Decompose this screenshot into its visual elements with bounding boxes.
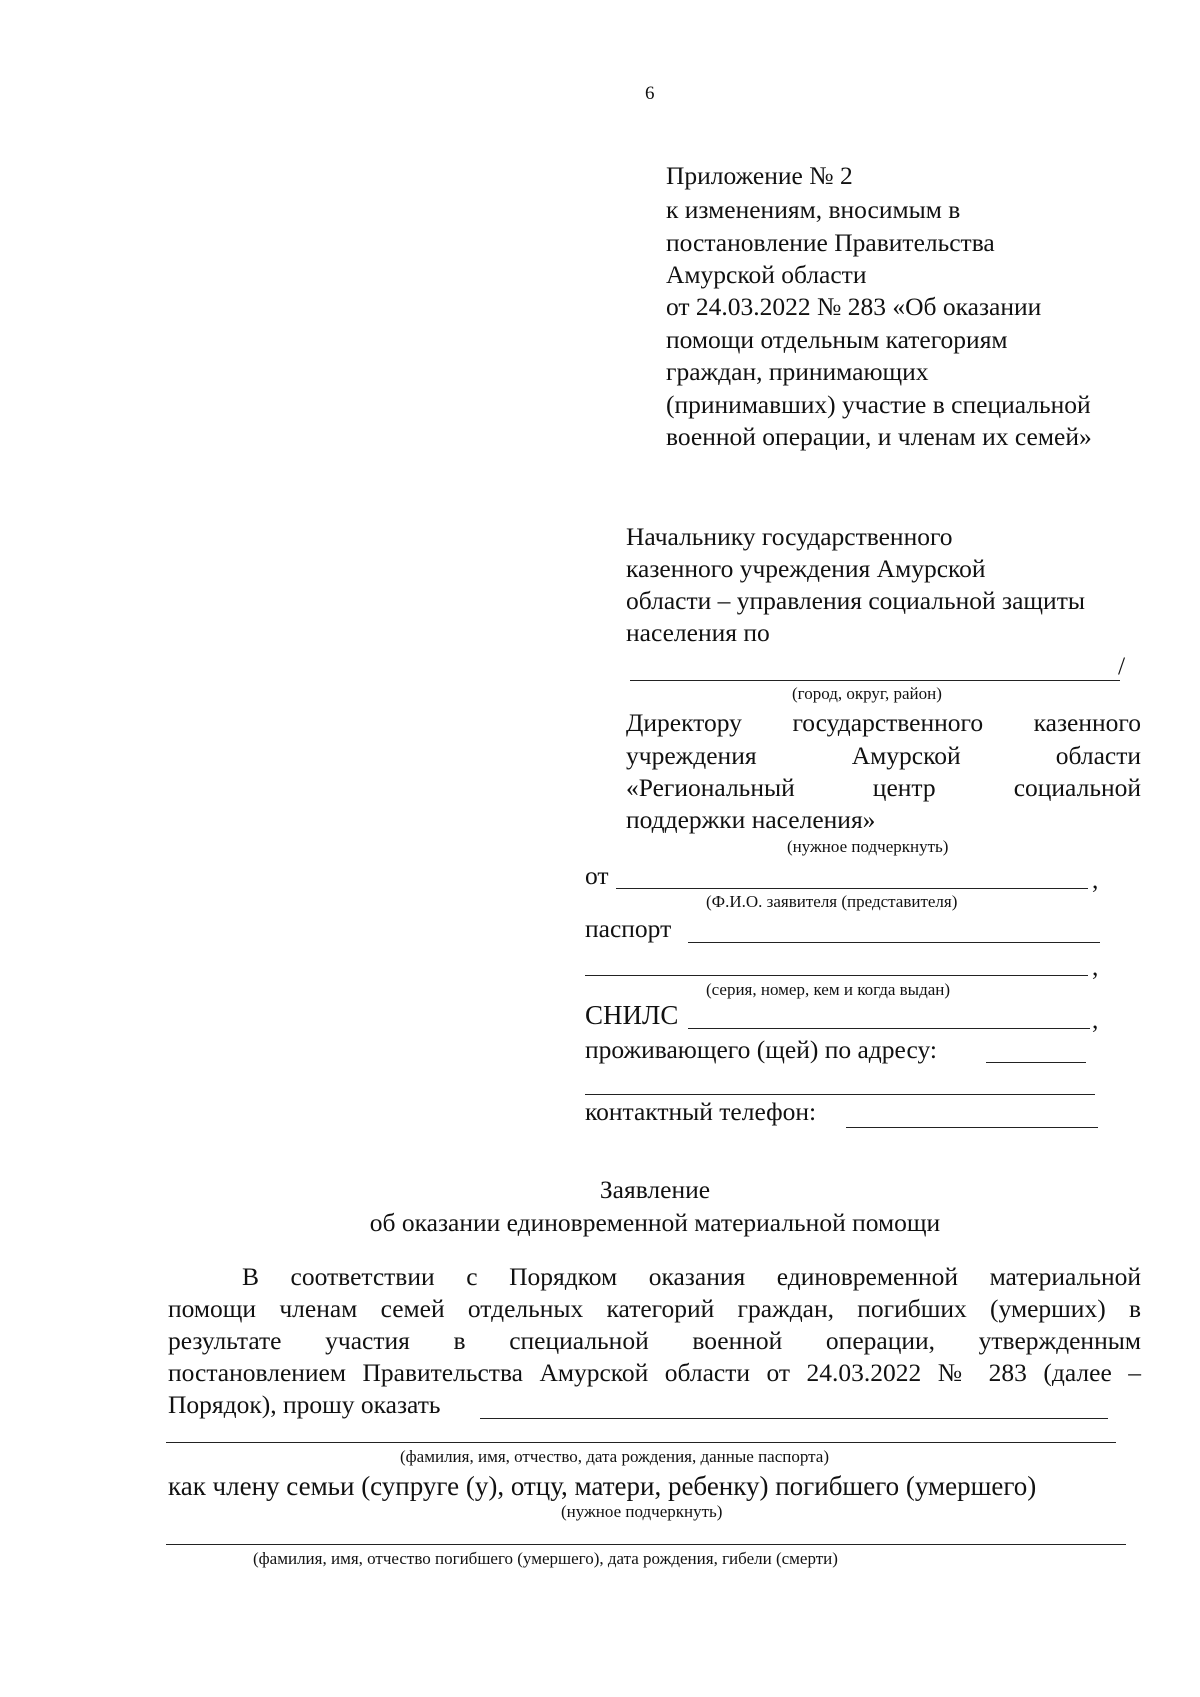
paragraph-line: результате участия в специальной военной операции, утвержденным (168, 1326, 1141, 1355)
comma: , (1092, 1005, 1099, 1034)
snils-field-line[interactable] (688, 1028, 1090, 1029)
addressee-line: Начальнику государственного (626, 522, 953, 551)
director-line: учреждения Амурской области (626, 741, 1141, 770)
family-hint: (нужное подчеркнуть) (561, 1502, 723, 1521)
comma: , (1092, 952, 1099, 981)
paragraph-line: постановлением Правительства Амурской области от 24.03.2022 № 283 (далее – (168, 1358, 1141, 1387)
director-line: поддержки населения» (626, 805, 876, 834)
passport-hint: (серия, номер, кем и когда выдан) (706, 980, 951, 999)
appendix-line: Приложение № 2 (666, 161, 853, 190)
appendix-line: постановление Правительства (666, 228, 995, 257)
director-line: «Региональный центр социальной (626, 773, 1141, 802)
appendix-line: к изменениям, вносимым в (666, 195, 961, 224)
city-field-line[interactable] (630, 680, 1120, 681)
applicant-field-line-2[interactable] (166, 1442, 1116, 1443)
from-label: от (585, 861, 609, 890)
address-label: проживающего (щей) по адресу: (585, 1035, 937, 1064)
slash-separator: / (1118, 651, 1126, 680)
director-line: Директору государственного казенного (626, 708, 1141, 737)
appendix-line: помощи отдельным категориям (666, 325, 1008, 354)
address-field-line[interactable] (986, 1062, 1086, 1063)
appendix-line: (принимавших) участие в специальной (666, 390, 1091, 419)
deceased-hint: (фамилия, имя, отчество погибшего (умершего), дата рождения, гибели (смерти) (253, 1549, 838, 1568)
appendix-line: военной операции, и членам их семей» (666, 422, 1092, 451)
comma: , (1092, 865, 1099, 894)
fio-hint: (Ф.И.О. заявителя (представителя) (706, 892, 958, 911)
appendix-line: Амурской области (666, 260, 867, 289)
paragraph-line: Порядок), прошу оказать (168, 1390, 441, 1419)
addressee-line: казенного учреждения Амурской (626, 554, 986, 583)
addressee-line: области – управления социальной защиты (626, 586, 1085, 615)
page-number: 6 (645, 83, 655, 104)
fio-field-line[interactable] (616, 888, 1088, 889)
applicant-field-line[interactable] (480, 1418, 1108, 1419)
snils-label: СНИЛС (585, 1000, 679, 1030)
applicant-hint: (фамилия, имя, отчество, дата рождения, данные паспорта) (400, 1447, 829, 1466)
underline-hint: (нужное подчеркнуть) (787, 837, 949, 856)
passport-field-line-2[interactable] (585, 975, 1088, 976)
city-hint: (город, округ, район) (792, 684, 942, 703)
paragraph-line: помощи членам семей отдельных категорий граждан, погибших (умерших) в (168, 1294, 1141, 1323)
passport-field-line[interactable] (688, 942, 1100, 943)
appendix-line: граждан, принимающих (666, 357, 929, 386)
phone-field-line[interactable] (846, 1127, 1098, 1128)
address-field-line-2[interactable] (585, 1094, 1095, 1095)
family-line: как члену семьи (супруге (у), отцу, матери, ребенку) погибшего (умершего) (168, 1471, 1037, 1501)
deceased-field-line[interactable] (166, 1544, 1126, 1545)
document-subheading: об оказании единовременной материальной помощи (369, 1208, 941, 1237)
appendix-line: от 24.03.2022 № 283 «Об оказании (666, 292, 1042, 321)
addressee-line: населения по (626, 618, 770, 647)
document-heading: Заявление (599, 1175, 711, 1204)
passport-label: паспорт (585, 914, 672, 943)
paragraph-line: В соответствии с Порядком оказания единовременной материальной (242, 1262, 1141, 1291)
phone-label: контактный телефон: (585, 1097, 817, 1126)
